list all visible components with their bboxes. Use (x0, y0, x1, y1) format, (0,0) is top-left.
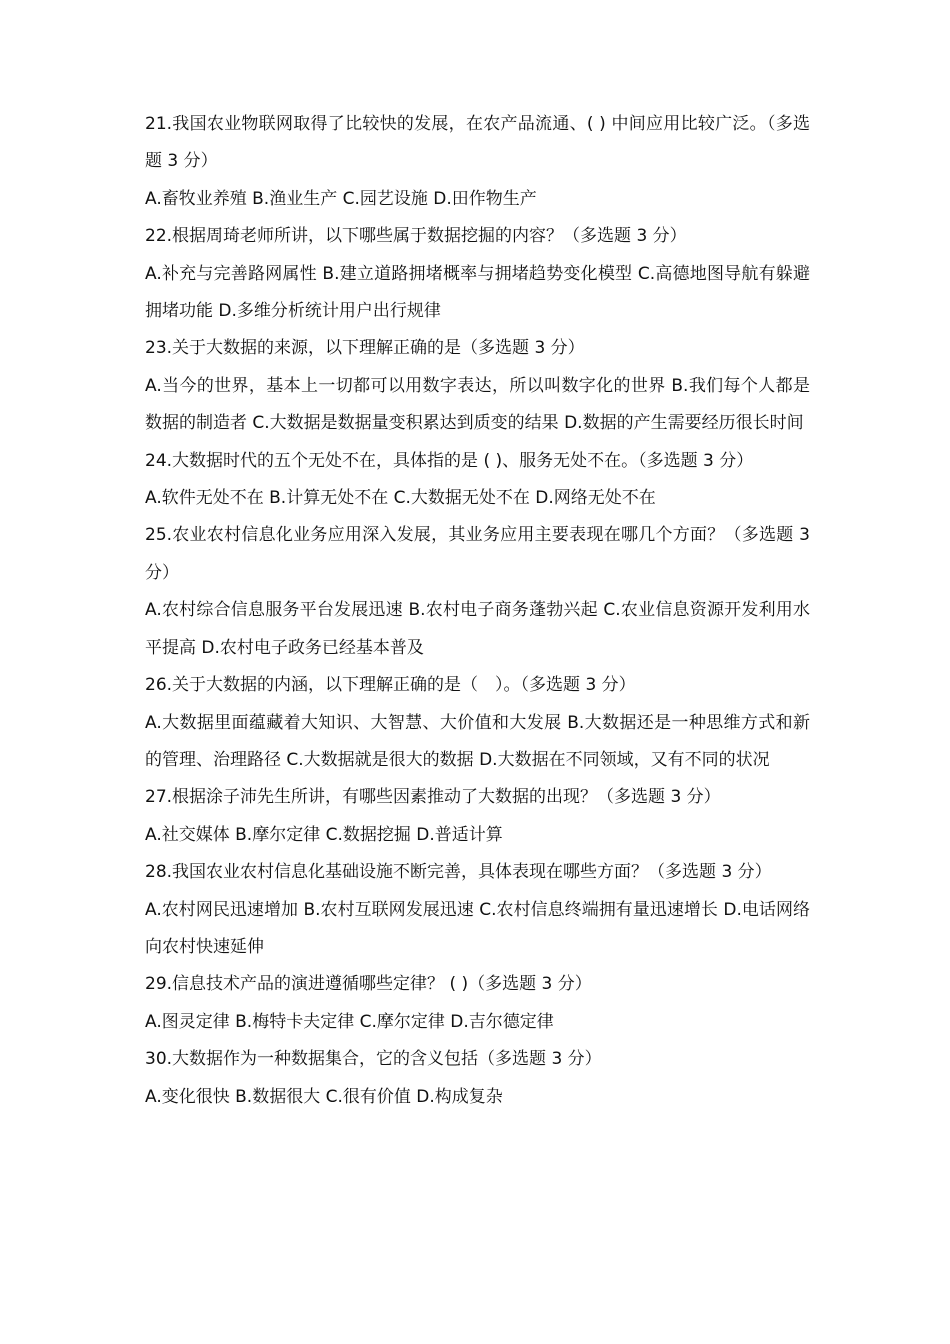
question-29 (145, 966, 810, 1041)
question-30 (145, 1041, 810, 1116)
question-options: A.补充与完善路网属性 B.建立道路拥堵概率与拥堵趋势变化模型 C.高德地图导航有躲避拥堵功能 D.多维分析统计用户出行规律 (145, 263, 810, 322)
question-options: A.当今的世界，基本上一切都可以用数字表达，所以叫数字化的世界 B.我们每个人都是数据的制造者 C.大数据是数据量变积累达到质变的结果 D.数据的产生需要经历很长时间 (145, 375, 810, 434)
question-options: A.农村综合信息服务平台发展迅速 B.农村电子商务蓬勃兴起 C.农业信息资源开发利用水平提高 D.农村电子政务已经基本普及 (145, 600, 810, 658)
question-text: 29.信息技术产品的演进遵循哪些定律？ ( )（多选题 3 分） (145, 974, 592, 995)
question-text: 26.关于大数据的内涵，以下理解正确的是（ ）。（多选题 3 分） (145, 675, 636, 696)
question-28 (145, 854, 810, 966)
question-21 (145, 106, 810, 218)
question-text: 25.农业农村信息化业务应用深入发展，其业务应用主要表现在哪几个方面？（多选题 3 分） (145, 525, 810, 583)
question-26 (145, 667, 810, 779)
question-25 (145, 517, 810, 667)
question-text: 24.大数据时代的五个无处不在，具体指的是 ( )、服务无处不在。（多选题 3 分） (145, 450, 754, 471)
question-options: A.畜牧业养殖 B.渔业生产 C.园艺设施 D.田作物生产 (145, 188, 537, 209)
question-text: 23.关于大数据的来源，以下理解正确的是（多选题 3 分） (145, 338, 585, 359)
question-options: A.社交媒体 B.摩尔定律 C.数据挖掘 D.普适计算 (145, 824, 503, 845)
question-options: A.变化很快 B.数据很大 C.很有价值 D.构成复杂 (145, 1086, 503, 1107)
question-23 (145, 330, 810, 442)
question-list (145, 106, 810, 1116)
question-text: 27.根据涂子沛先生所讲，有哪些因素推动了大数据的出现？（多选题 3 分） (145, 787, 721, 808)
question-text: 28.我国农业农村信息化基础设施不断完善，具体表现在哪些方面？（多选题 3 分） (145, 862, 772, 883)
question-text: 22.根据周琦老师所讲，以下哪些属于数据挖掘的内容？（多选题 3 分） (145, 226, 687, 247)
question-27 (145, 779, 810, 854)
question-options: A.软件无处不在 B.计算无处不在 C.大数据无处不在 D.网络无处不在 (145, 488, 656, 509)
question-text: 30.大数据作为一种数据集合，它的含义包括（多选题 3 分） (145, 1049, 602, 1070)
question-options: A.图灵定律 B.梅特卡夫定律 C.摩尔定律 D.吉尔德定律 (145, 1011, 554, 1032)
question-24 (145, 443, 810, 518)
question-22 (145, 218, 810, 330)
question-options: A.大数据里面蕴藏着大知识、大智慧、大价值和大发展 B.大数据还是一种思维方式和新的管理、治理路径 C.大数据就是很大的数据 D.大数据在不同领域，又有不同的状况 (145, 712, 810, 770)
question-options: A.农村网民迅速增加 B.农村互联网发展迅速 C.农村信息终端拥有量迅速增长 D.电话网络向农村快速延伸 (145, 899, 810, 957)
question-text: 21.我国农业物联网取得了比较快的发展，在农产品流通、( ) 中间应用比较广泛。（多选题 3 分） (145, 114, 810, 172)
